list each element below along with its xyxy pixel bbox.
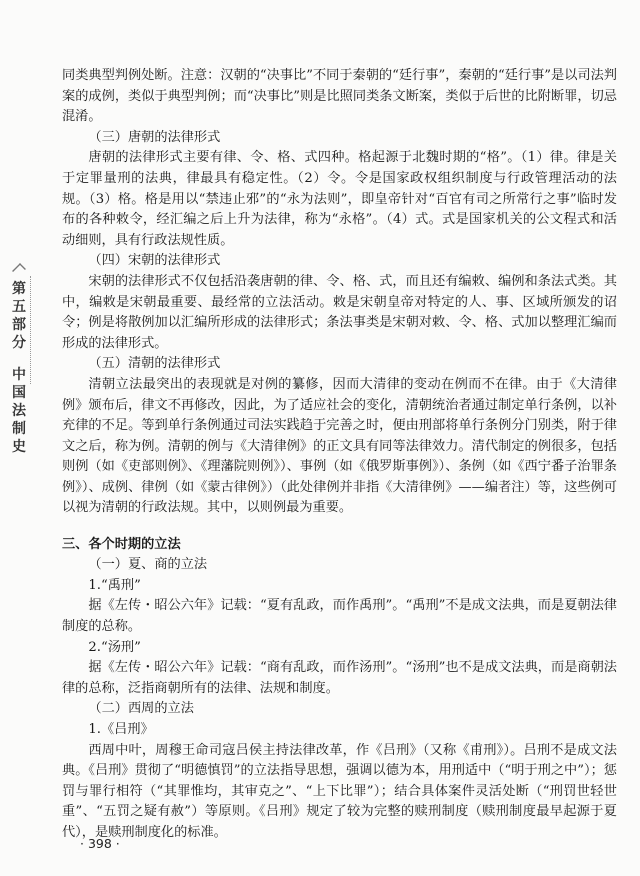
- side-tab-char: 法: [12, 403, 26, 419]
- side-tab-char: 分: [12, 335, 26, 351]
- subheading-xizhou: （二）西周的立法: [88, 701, 194, 717]
- decorative-chevron-icon: [12, 263, 26, 277]
- item-heading-tangxing: 2.“汤刑”: [88, 639, 141, 655]
- paragraph-yuxing: 据《左传・昭公六年》记载：“夏有乱政，而作禹刑”。“禹刑”不是成文法典，而是夏朝法律制度的总称。: [62, 598, 617, 634]
- side-tab-char: 中: [12, 367, 26, 383]
- item-heading-lvxing: 1.《吕刑》: [88, 721, 154, 737]
- subheading-xia-shang: （一）夏、商的立法: [88, 557, 208, 573]
- section-heading: 三、各个时期的立法: [62, 536, 181, 552]
- side-tab-dotted-rule: [30, 276, 39, 384]
- paragraph-tangxing: 据《左传・昭公六年》记载：“商有乱政，而作汤刑”。“汤刑”也不是成文法典，而是商朝法律的总称，泛指商朝所有的法律、法规和制度。: [62, 660, 617, 696]
- side-tab-char: 第: [12, 281, 26, 297]
- side-tab-char: 史: [12, 439, 26, 455]
- paragraph-tang: 唐朝的法律形式主要有律、令、格、式四种。格起源于北魏时期的“格”。（1）律。律是关于定罪量刑的法典，律最具有稳定性。（2）令。令是国家政权组织制度与行政管理活动的法规。（3）格。格是用以“禁违止邪”的“永为法则”，即皇帝针对“百官有司之所常行之事”临时发布的各种敕令，经汇编之后上升为法律，称为“永格”。（4）式。式是国家机关的公文程式和活动细则，具有行政法规性质。: [62, 150, 617, 248]
- page-number: · 398 ·: [80, 836, 120, 851]
- subheading-tang: （三）唐朝的法律形式: [88, 129, 221, 145]
- side-chapter-tab: [8, 262, 30, 456]
- item-heading-yuxing: 1.“禹刑”: [88, 577, 141, 593]
- paragraph-continuation: 同类典型判例处断。注意：汉朝的“决事比”不同于秦朝的“廷行事”，秦朝的“廷行事”是以司法判案的成例，类似于典型判例；而“决事比”则是比照同类条文断案，类似于后世的比附断罪，切忌混淆。: [62, 68, 617, 125]
- side-tab-char: 部: [12, 317, 26, 333]
- paragraph-song: 宋朝的法律形式不仅包括沿袭唐朝的律、令、格、式，而且还有编敕、编例和条法式类。其中，编敕是宋朝最重要、最经常的立法活动。敕是宋朝皇帝对特定的人、事、区域所颁发的诏令；例是将散例加以汇编所形成的法律形式；条法事类是宋朝对敕、令、格、式加以整理汇编而形成的法律形式。: [62, 273, 617, 351]
- side-tab-char: 国: [12, 385, 26, 401]
- paragraph-lvxing: 西周中叶，周穆王命司寇吕侯主持法律改革，作《吕刑》（又称《甫刑》）。吕刑不是成文法典。《吕刑》贯彻了“明德慎罚”的立法指导思想，强调以德为本，用刑适中（“明于刑之中”）；惩罚与罪行相符（“其罪惟均，其审克之”、“上下比罪”）；结合具体案件灵活处断（“刑罚世轻世重”、“五罚之疑有赦”）等原则。《吕刑》规定了较为完整的赎刑制度（赎刑制度最早起源于夏代），是赎刑制度化的标准。: [62, 742, 617, 840]
- subheading-song: （四）宋朝的法律形式: [88, 253, 221, 269]
- page-body: [62, 66, 617, 843]
- paragraph-qing: 清朝立法最突出的表现就是对例的纂修，因而大清律的变动在例而不在律。由于《大清律例》颁布后，律文不再修改，因此，为了适应社会的变化，清朝统治者通过制定单行条例，以补充律的不足。等到单行条例通过司法实践趋于完善之时，便由刑部将单行条例分门别类，附于律文之后，称为例。清朝的例与《大清律例》的正文具有同等法律效力。清代制定的例很多，包括则例（如《吏部则例》、《理藩院则例》）、事例（如《俄罗斯事例》）、条例（如《西宁番子治罪条例》）、成例、律例（如《蒙古律例》）（此处律例并非指《大清律例》——编者注）等，这些例可以视为清朝的行政法规。其中，以则例最为重要。: [62, 376, 617, 516]
- side-tab-char: 制: [12, 421, 26, 437]
- side-tab-char: 五: [12, 299, 26, 315]
- subheading-qing: （五）清朝的法律形式: [88, 356, 221, 372]
